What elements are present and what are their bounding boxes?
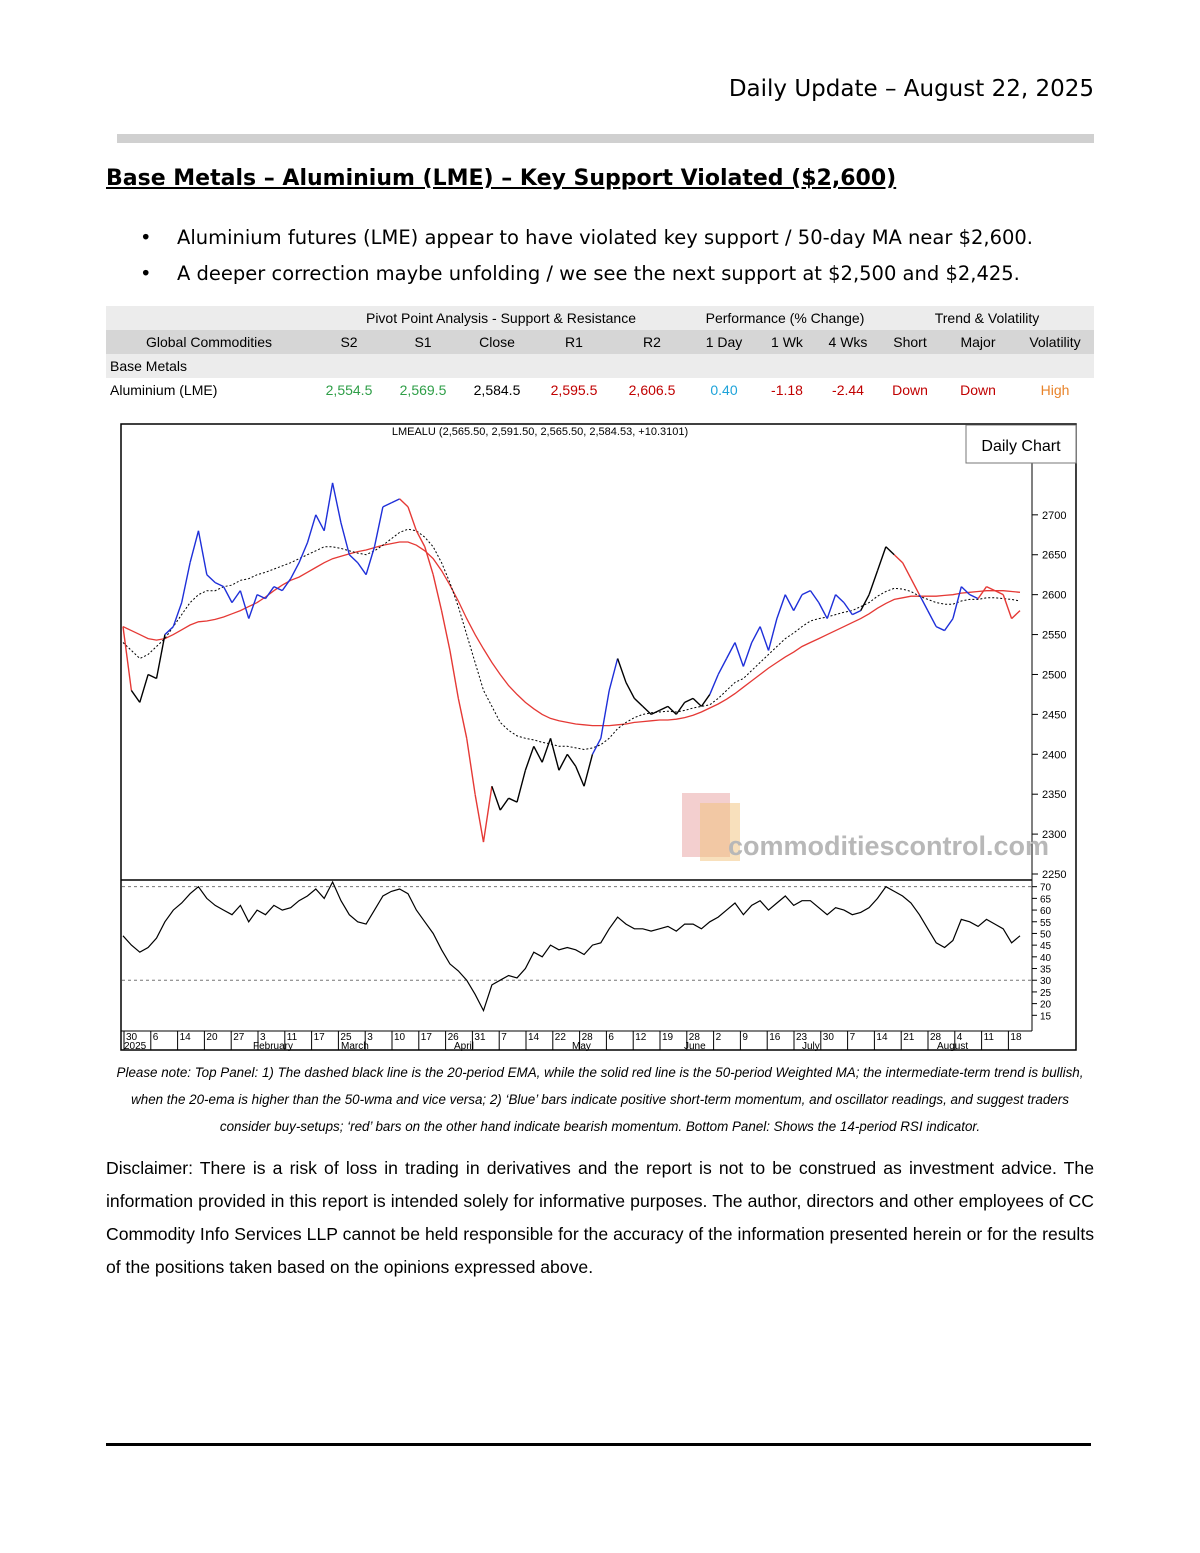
rsi-tick-label: 60 [1040, 906, 1052, 918]
chart-caption: Please note: Top Panel: 1) The dashed black line is the 20-period EMA, while the solid red line is the 50-period Weighted MA; the intermediate-term trend is bullish, when the 20-ema is higher than the 50-wma and vice versa; 2) ‘Blue’ bars indicate positive short-term momentum, and oscillator readings, and suggest traders consider buy-setups; ‘red’ bars on the other hand indicate bearish momentum. Bottom Panel: Shows the 14-period RSI indicator. [116, 1065, 1084, 1134]
column-header: Major [940, 330, 1016, 354]
month-label: March [341, 1041, 369, 1052]
date-tick-label: 17 [313, 1032, 325, 1043]
date-tick-label: 19 [662, 1032, 674, 1043]
bullet-list [106, 220, 1033, 292]
group-header-performance: Performance (% Change) [690, 306, 880, 330]
month-label: June [684, 1041, 706, 1052]
date-tick-label: 30 [822, 1032, 834, 1043]
rsi-tick-label: 65 [1040, 894, 1052, 906]
rsi-tick-label: 55 [1040, 917, 1052, 929]
month-label: August [937, 1041, 969, 1052]
commodity-name: Aluminium (LME) [110, 382, 218, 398]
report-date: Daily Update – August 22, 2025 [728, 76, 1094, 102]
date-tick-label: 10 [394, 1032, 406, 1043]
date-tick-label: 2 [715, 1032, 722, 1043]
column-header: Close [460, 330, 534, 354]
price-tick-label: 2450 [1042, 709, 1067, 722]
date-tick-label: 23 [796, 1032, 808, 1043]
month-label: February [253, 1041, 294, 1052]
month-label: July [802, 1041, 820, 1052]
column-header: 1 Wk [758, 330, 816, 354]
section-title: Base Metals – Aluminium (LME) – Key Support Violated ($2,600) [106, 166, 897, 191]
rsi-tick-label: 50 [1040, 929, 1052, 941]
date-tick-label: 12 [635, 1032, 647, 1043]
date-tick-label: 14 [528, 1032, 540, 1043]
date-tick-label: 28 [688, 1032, 700, 1043]
chart-label: Daily Chart [981, 438, 1061, 455]
column-header: 4 Wks [816, 330, 880, 354]
cell-1wk: -1.18 [771, 382, 803, 398]
cell-r2: 2,606.5 [628, 382, 676, 398]
price-tick-label: 2500 [1042, 669, 1067, 682]
date-tick-label: 6 [152, 1032, 159, 1043]
price-tick-label: 2550 [1042, 629, 1067, 642]
rsi-tick-label: 30 [1040, 976, 1052, 988]
disclaimer: Disclaimer: There is a risk of loss in trading in derivatives and the report is not to be construed as investment advice. The information provided in this report is intended solely for informative purposes. The author, directors and other employees of CC Commodity Info Services LLP cannot be held responsible for the accuracy of the information presented herein or for the results of the positions taken based on the opinions expressed above. [106, 1158, 1094, 1277]
rsi-tick-label: 25 [1040, 987, 1052, 999]
bullet-item: • A deeper correction maybe unfolding / we see the next support at $2,500 and $2,425. [106, 256, 1033, 292]
date-tick-label: 11 [286, 1032, 298, 1043]
date-tick-label: 6 [608, 1032, 614, 1043]
cell-close: 2,584.5 [473, 382, 521, 398]
date-tick-label: 4 [956, 1032, 963, 1043]
chart-frame [121, 424, 1076, 1050]
column-header: 1 Day [690, 330, 758, 354]
price-tick-label: 2250 [1042, 869, 1067, 882]
date-tick-label: 26 [447, 1032, 459, 1043]
price-tick-label: 2350 [1042, 789, 1067, 802]
group-header-pivot: Pivot Point Analysis - Support & Resistance [312, 306, 690, 330]
chart-title: LMEALU (2,565.50, 2,591.50, 2,565.50, 2,584.53, +10.3101) [391, 426, 689, 438]
cell-4wks: -2.44 [832, 382, 864, 398]
date-tick-label: 14 [876, 1032, 888, 1043]
date-tick-label: 17 [420, 1032, 432, 1043]
column-header: S1 [386, 330, 460, 354]
date-tick-label: 11 [983, 1032, 994, 1043]
pivot-table [106, 306, 1094, 402]
column-header: Global Commodities [106, 330, 312, 354]
date-tick-label: 9 [742, 1032, 748, 1043]
price-chart [120, 423, 1080, 1053]
date-tick-label: 20 [206, 1032, 218, 1043]
column-header: Volatility [1016, 330, 1094, 354]
price-tick-label: 2300 [1042, 829, 1067, 842]
watermark-text: commoditiescontrol.com [728, 831, 1050, 861]
date-tick-label: 18 [1010, 1032, 1022, 1043]
category-row: Base Metals [106, 354, 1094, 378]
table-header-blank [106, 306, 312, 330]
column-header: Short [880, 330, 940, 354]
cell-s2: 2,554.5 [325, 382, 373, 398]
rsi-tick-label: 20 [1040, 999, 1052, 1011]
cell-1day: 0.40 [710, 382, 738, 398]
date-tick-label: 30 [126, 1032, 138, 1043]
date-tick-label: 3 [260, 1032, 266, 1043]
cell-s1: 2,569.5 [399, 382, 447, 398]
date-tick-label: 27 [233, 1032, 245, 1043]
price-tick-label: 2650 [1042, 549, 1067, 562]
date-tick-label: 21 [903, 1032, 915, 1043]
date-tick-label: 7 [501, 1032, 507, 1043]
date-tick-label: 28 [930, 1032, 942, 1043]
date-tick-label: 28 [581, 1032, 593, 1043]
cell-r1: 2,595.5 [550, 382, 598, 398]
price-tick-label: 2400 [1042, 749, 1067, 762]
cell-volatility: High [1040, 382, 1070, 398]
month-label: April [454, 1041, 475, 1052]
month-label: May [572, 1041, 591, 1052]
date-tick-label: 31 [474, 1032, 486, 1043]
rsi-tick-label: 15 [1040, 1011, 1052, 1023]
table-row [106, 378, 1094, 402]
bullet-item: • Aluminium futures (LME) appear to have violated key support / 50-day MA near $2,600. [106, 220, 1033, 256]
group-header-trend: Trend & Volatility [880, 306, 1094, 330]
rsi-tick-label: 45 [1040, 941, 1052, 953]
header-divider [117, 134, 1094, 143]
date-tick-label: 16 [769, 1032, 781, 1043]
price-tick-label: 2700 [1042, 509, 1067, 522]
month-label: 2025 [124, 1041, 147, 1052]
column-header: S2 [312, 330, 386, 354]
rsi-tick-label: 35 [1040, 964, 1052, 976]
column-header: R1 [534, 330, 614, 354]
column-header: R2 [614, 330, 690, 354]
footer-divider [106, 1443, 1091, 1446]
cell-short-trend: Down [892, 382, 928, 398]
rsi-tick-label: 70 [1040, 882, 1052, 894]
date-tick-label: 7 [849, 1032, 856, 1043]
date-tick-label: 22 [554, 1032, 566, 1043]
date-tick-label: 14 [179, 1032, 191, 1043]
date-tick-label: 3 [367, 1032, 373, 1043]
cell-major-trend: Down [960, 382, 996, 398]
rsi-tick-label: 40 [1040, 952, 1052, 964]
date-tick-label: 25 [340, 1032, 352, 1043]
price-tick-label: 2600 [1042, 589, 1067, 602]
